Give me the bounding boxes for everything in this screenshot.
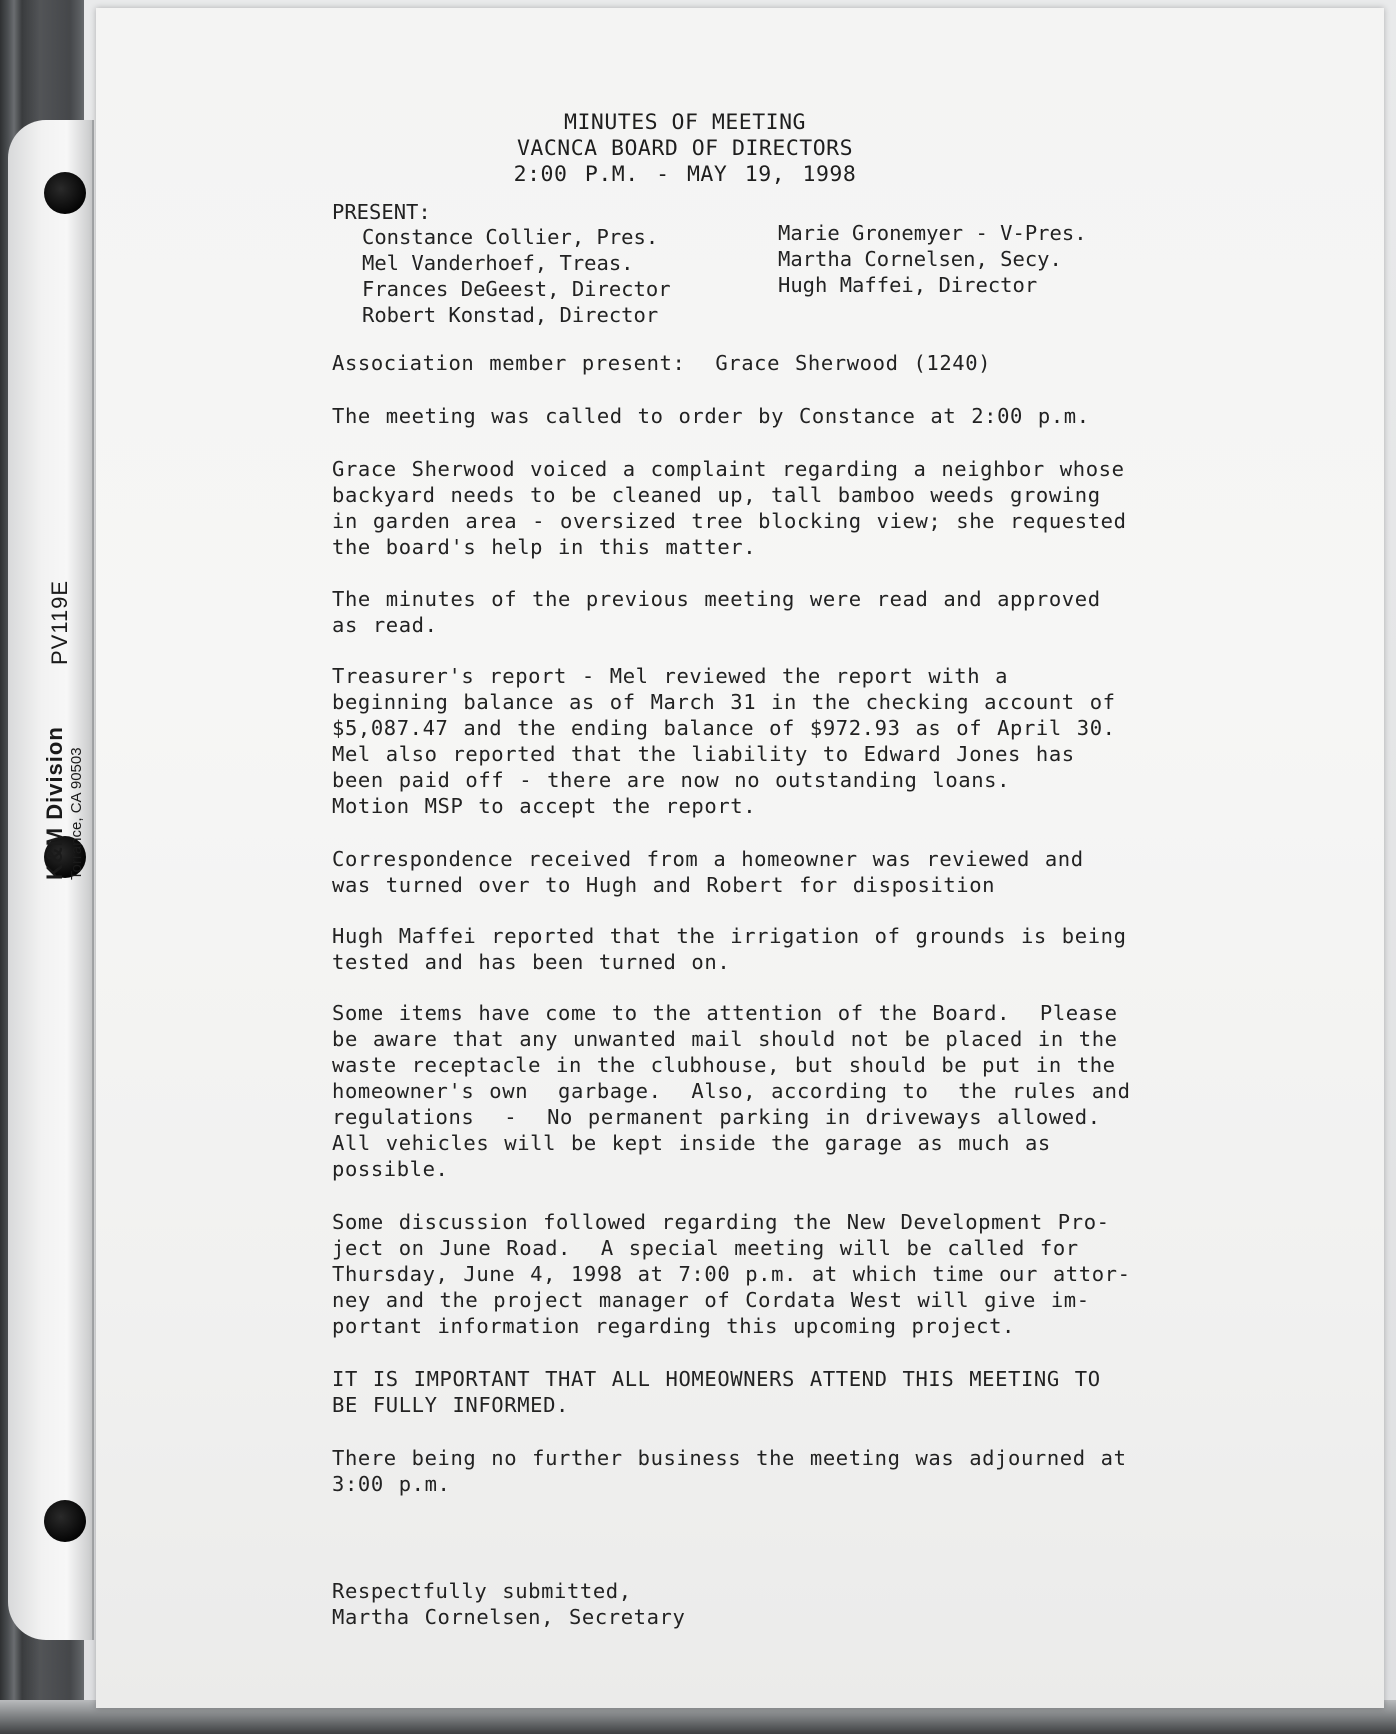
binder-hole	[44, 172, 86, 214]
text-line: portant information regarding this upcoming project.	[332, 1314, 1015, 1338]
binding-strip	[8, 120, 94, 1640]
text-line: Motion MSP to accept the report.	[332, 794, 757, 818]
attendee: Martha Cornelsen, Secy.	[778, 247, 1062, 271]
signature-block	[332, 1578, 1292, 1630]
text-line: Hugh Maffei reported that the irrigation of grounds is being	[332, 924, 1127, 948]
text-line: waste receptacle in the clubhouse, but should be put in the	[332, 1053, 1116, 1077]
paragraph-irrigation	[332, 923, 1292, 975]
paragraph-member-present	[332, 350, 1292, 376]
paragraph-treasurer-report	[332, 663, 1292, 819]
paragraph-correspondence	[332, 846, 1292, 898]
paragraph-call-to-order	[332, 403, 1292, 429]
paragraph-complaint	[332, 456, 1292, 560]
text-line: as read.	[332, 613, 438, 637]
binder-location: Torrance, CA 90503	[68, 747, 85, 880]
text-line: The meeting was called to order by Constance at 2:00 p.m.	[332, 404, 1090, 428]
signature-name: Martha Cornelsen, Secretary	[332, 1605, 686, 1629]
attendee: Frances DeGeest, Director	[362, 277, 671, 301]
text-line: BE FULLY INFORMED.	[332, 1393, 569, 1417]
binder-hole	[44, 1500, 86, 1542]
binder-division: K&M Division	[42, 726, 67, 880]
doc-title: MINUTES OF MEETING	[564, 110, 806, 135]
doc-datetime: 2:00 P.M. - MAY 19, 1998	[513, 162, 857, 187]
text-line: Some discussion followed regarding the New Development Pro-	[332, 1210, 1110, 1234]
text-line: backyard needs to be cleaned up, tall bamboo weeds growing	[332, 483, 1101, 507]
paragraph-new-development	[332, 1209, 1292, 1339]
text-line: ject on June Road. A special meeting will be called for	[332, 1236, 1079, 1260]
doc-organization: VACNCA BOARD OF DIRECTORS	[516, 136, 854, 161]
attendee: Marie Gronemyer - V-Pres.	[778, 221, 1087, 245]
text-line: 3:00 p.m.	[332, 1472, 451, 1496]
text-line: $5,087.47 and the ending balance of $972.93 as of April 30.	[332, 716, 1116, 740]
paragraph-board-notices	[332, 1000, 1292, 1182]
text-line: be aware that any unwanted mail should not be placed in the	[332, 1027, 1118, 1051]
attendee: Constance Collier, Pres.	[362, 225, 659, 249]
text-line: in garden area - oversized tree blocking view; she requested	[332, 509, 1127, 533]
text-line: the board's help in this matter.	[332, 535, 757, 559]
text-line: Some items have come to the attention of the Board. Please	[332, 1001, 1118, 1025]
text-line: homeowner's own garbage. Also, according to the rules and	[332, 1079, 1131, 1103]
text-line: Thursday, June 4, 1998 at 7:00 p.m. at which time our attor-	[332, 1262, 1131, 1286]
text-line: possible.	[332, 1157, 449, 1181]
text-line: ney and the project manager of Cordata West will give im-	[332, 1288, 1090, 1312]
text-line: IT IS IMPORTANT THAT ALL HOMEOWNERS ATTEND THIS MEETING TO	[332, 1367, 1101, 1391]
paragraph-important-notice	[332, 1366, 1292, 1418]
paragraph-adjournment	[332, 1445, 1292, 1497]
text-line: Mel also reported that the liability to Edward Jones has	[332, 742, 1075, 766]
text-line: tested and has been turned on.	[332, 950, 731, 974]
text-line: Correspondence received from a homeowner was reviewed and	[332, 847, 1084, 871]
paragraph-previous-minutes	[332, 586, 1292, 638]
text-line: Association member present: Grace Sherwood (1240)	[332, 351, 992, 375]
text-line: beginning balance as of March 31 in the checking account of	[332, 690, 1116, 714]
binder-code: PV119E	[47, 579, 72, 665]
text-line: Grace Sherwood voiced a complaint regarding a neighbor whose	[332, 457, 1125, 481]
text-line: Treasurer's report - Mel reviewed the report with a	[332, 664, 1009, 688]
present-label: PRESENT:	[332, 200, 431, 224]
attendee: Mel Vanderhoef, Treas.	[362, 251, 634, 275]
text-line: regulations - No permanent parking in driveways allowed.	[332, 1105, 1101, 1129]
text-line: been paid off - there are now no outstanding loans.	[332, 768, 1011, 792]
signature-closing: Respectfully submitted,	[332, 1579, 632, 1603]
attendee: Hugh Maffei, Director	[778, 273, 1038, 297]
text-line: The minutes of the previous meeting were read and approved	[332, 587, 1101, 611]
attendee: Robert Konstad, Director	[362, 303, 659, 327]
text-line: All vehicles will be kept inside the garage as much as	[332, 1131, 1051, 1155]
text-line: was turned over to Hugh and Robert for disposition	[332, 873, 996, 897]
text-line: There being no further business the meeting was adjourned at	[332, 1446, 1127, 1470]
